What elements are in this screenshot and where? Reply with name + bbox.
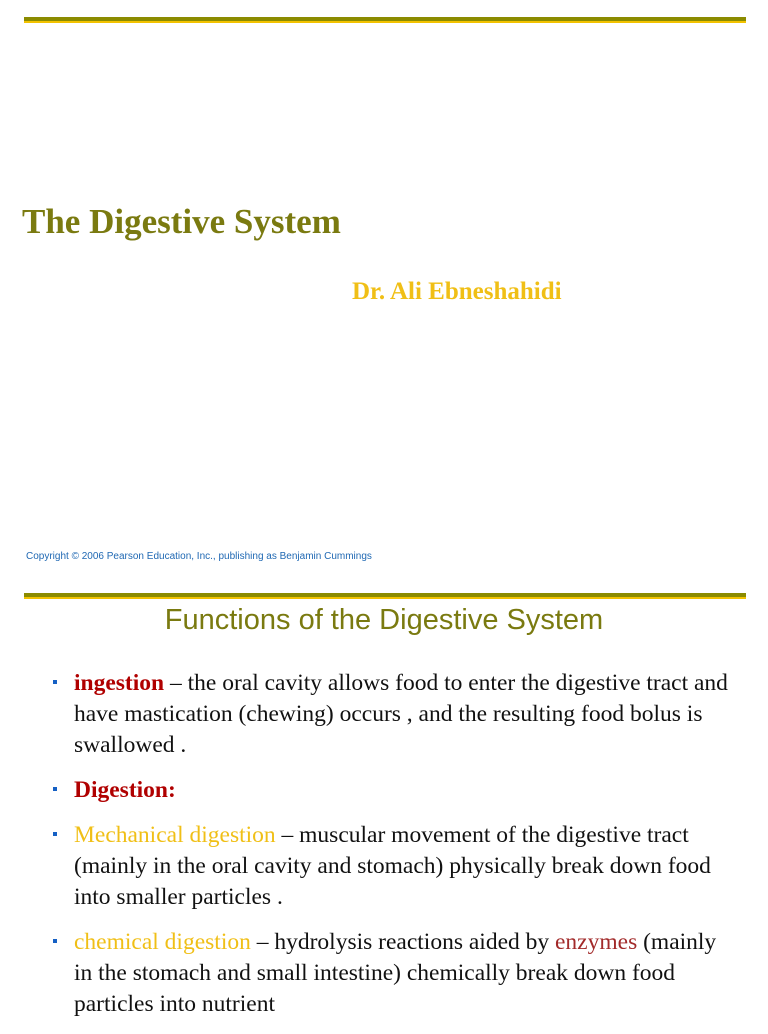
term-ingestion: ingestion <box>74 670 165 696</box>
bullet-text: (mainly in the stomach and small intestine) chemically break down food particles into nutrient <box>74 929 717 1017</box>
slide-title: Functions of the Digestive System <box>164 604 604 636</box>
bullet-text: – the oral cavity allows food to enter the digestive tract and have mastication (chewing) occurs , and the resulting food bolus is swallowed . <box>74 670 728 758</box>
bullet-marker-icon <box>53 680 57 684</box>
bullet-chemical-digestion <box>50 927 730 1020</box>
bullet-ingestion <box>50 668 730 761</box>
bullet-marker-icon <box>53 939 57 943</box>
term-digestion: Digestion: <box>74 777 176 803</box>
term-chemical-digestion: chemical digestion <box>74 929 251 955</box>
bullet-text: – muscular movement of the digestive tract (mainly in the oral cavity and stomach) physically break down food into smaller particles . <box>74 822 711 910</box>
bullet-mechanical-digestion <box>50 820 730 913</box>
author-name: Dr. Ali Ebneshahidi <box>352 278 562 305</box>
bullet-marker-icon <box>53 787 57 791</box>
bullet-list <box>50 668 730 1034</box>
term-mechanical-digestion: Mechanical digestion <box>74 822 276 848</box>
bullet-marker-icon <box>53 832 57 836</box>
term-enzymes: enzymes <box>555 929 638 955</box>
header-rule <box>24 17 746 21</box>
content-slide <box>0 582 768 1024</box>
bullet-digestion <box>50 775 730 806</box>
slide-title: The Digestive System <box>22 202 341 241</box>
bullet-text: – hydrolysis reactions aided by <box>250 929 555 955</box>
header-rule <box>24 593 746 597</box>
copyright-notice: Copyright © 2006 Pearson Education, Inc., publishing as Benjamin Cummings <box>26 551 372 562</box>
